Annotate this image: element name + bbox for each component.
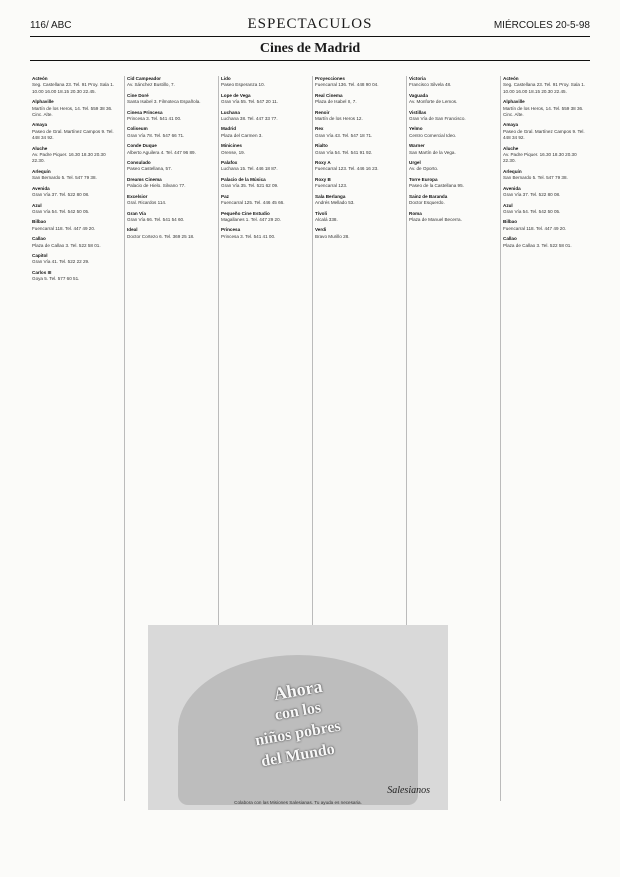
cinema-name: Conde Duque xyxy=(127,143,157,149)
cinema-name: Arlequín xyxy=(503,168,522,174)
cinema-details: Gran Vía 43. Tel. 547 18 71. xyxy=(315,132,373,138)
cinema-details: Paseo de la Castellana 95. xyxy=(409,183,464,189)
cinema-details: Paseo Esperanza 10. xyxy=(221,82,265,88)
cinema-name: Alphaville xyxy=(503,99,525,105)
cinema-name: Carlos III xyxy=(32,269,52,275)
cinema-name: Ideal xyxy=(127,227,138,233)
cinema-entry xyxy=(30,253,118,266)
cinema-details: San Martín de la Vega. xyxy=(409,149,456,155)
cinema-entry xyxy=(30,169,118,182)
cinema-name: Vaguada xyxy=(409,92,428,98)
cinema-entry xyxy=(219,93,307,106)
cinema-name: Vistillas xyxy=(409,109,427,115)
cinema-name: Amaya xyxy=(32,122,48,128)
cinema-details: Seg. Castellana 23. Tel. 91 Proy. Sala 1. 10.00 16.00 18.15 20.30 22.45. xyxy=(503,82,586,94)
cinema-details: Andrés Mellado 53. xyxy=(315,200,355,206)
cinema-entry xyxy=(30,203,118,216)
cinema-entry xyxy=(501,169,589,182)
cinema-name: Sala Berlanga xyxy=(315,193,346,199)
cinema-name: Roxy B xyxy=(315,176,331,182)
cinema-details: Fuencarral 123. xyxy=(315,183,348,189)
cinema-entry xyxy=(125,93,213,106)
cinema-entry xyxy=(313,93,401,106)
cinema-name: Sainz de Baranda xyxy=(409,193,448,199)
cinema-entry xyxy=(30,236,118,249)
cinema-entry xyxy=(219,227,307,240)
cinema-details: Paseo de Gral. Martínez Campos 9. Tel. 448 34 92. xyxy=(32,128,114,141)
cinema-details: San Bernardo 5. Tel. 547 79 38. xyxy=(503,175,568,181)
cinema-entry xyxy=(125,211,213,224)
cinema-details: Gran Vía de San Francisco. xyxy=(409,116,466,122)
cinema-name: Verdi xyxy=(315,227,327,233)
ad-slogan-line-4: del Mundo xyxy=(259,740,336,771)
cinema-details: Martín de los Heros 12. xyxy=(315,116,363,122)
cinema-entry xyxy=(313,211,401,224)
cinema-name: Luchana xyxy=(221,109,240,115)
cinema-name: Azul xyxy=(32,202,42,208)
cinema-entry xyxy=(219,110,307,123)
cinema-name: Cid Campeador xyxy=(127,76,161,81)
cinema-name: Real Cinema xyxy=(315,92,343,98)
page-label: 116/ ABC xyxy=(30,20,72,31)
cinema-entry xyxy=(30,76,118,95)
cinema-details: Plaza del Carmen 3. xyxy=(221,132,263,138)
cinema-details: Plaza de Callao 3. Tel. 522 58 01. xyxy=(503,242,572,248)
cinema-entry xyxy=(125,227,213,240)
cinema-details: Gran Vía 54. Tel. 542 50 05. xyxy=(32,208,90,214)
cinema-name: Bilbao xyxy=(503,219,518,225)
cinema-entry xyxy=(219,126,307,139)
cinema-name: Aluche xyxy=(503,145,519,151)
ad-slogan-line-3: niños pobres xyxy=(253,717,342,750)
cinema-details: Doctor Esquerdo. xyxy=(409,200,445,206)
cinema-entry xyxy=(30,146,118,165)
cinema-entry xyxy=(501,219,589,232)
section-title: ESPECTACULOS xyxy=(247,16,373,32)
cinema-entry xyxy=(313,227,401,240)
cinema-details: Fuencarral 118. Tel. 447 49 20. xyxy=(503,225,567,231)
cinema-entry xyxy=(219,76,307,89)
cinema-entry xyxy=(407,126,495,139)
cinema-name: Lido xyxy=(221,76,231,81)
cinema-name: Avenida xyxy=(32,185,50,191)
cinema-name: Princesa xyxy=(221,227,241,233)
cinema-entry xyxy=(313,143,401,156)
cinema-name: Cinesa Princesa xyxy=(127,109,163,115)
cinema-entry xyxy=(30,186,118,199)
cinema-details: Av. Padre Piquer. 16.30 18.30 20.30 22.30. xyxy=(32,152,106,164)
subsection-rule xyxy=(30,60,590,61)
cinema-entry xyxy=(407,194,495,207)
cinema-entry xyxy=(313,160,401,173)
cinema-name: Roxy A xyxy=(315,160,331,166)
cinema-details: Orense, 19. xyxy=(221,149,246,155)
cinema-name: Tívoli xyxy=(315,210,327,216)
cinema-name: Minicines xyxy=(221,143,242,149)
cinema-name: Warner xyxy=(409,143,425,149)
cinema-name: Acteón xyxy=(503,76,519,81)
cinema-entry xyxy=(501,146,589,165)
cinema-name: Azul xyxy=(503,202,513,208)
cinema-entry xyxy=(125,110,213,123)
cinema-details: Luchana 15. Tel. 446 18 87. xyxy=(221,166,278,172)
cinema-details: San Bernardo 5. Tel. 547 79 38. xyxy=(32,175,97,181)
cinema-name: Acteón xyxy=(32,76,48,81)
cinema-details: Magallanes 1. Tel. 447 29 20. xyxy=(221,216,281,222)
cinema-details: Palacio de Hielo. Silvano 77. xyxy=(127,183,186,189)
listing-column-1 xyxy=(30,76,118,801)
ad-caption: Colabora con las Misiones Salesianas. Tu ayuda es necesaria. xyxy=(234,800,362,805)
cinema-details: Alcalá 338. xyxy=(315,216,338,222)
cinema-entry xyxy=(407,177,495,190)
cinema-name: Palafox xyxy=(221,160,238,166)
cinema-name: Dreams Cinema xyxy=(127,176,162,182)
cinema-details: Fuencarral 118. Tel. 447 49 20. xyxy=(32,225,96,231)
cinema-details: Av. Monforte de Lemos. xyxy=(409,99,458,105)
cinema-entry xyxy=(407,110,495,123)
cinema-name: Gran Vía xyxy=(127,210,146,216)
cinema-details: Plaza de Callao 3. Tel. 522 58 01. xyxy=(32,242,101,248)
cinema-name: Rialto xyxy=(315,143,328,149)
cinema-details: Fuencarral 136. Tel. 448 90 04. xyxy=(315,82,379,88)
cinema-details: Princesa 3. Tel. 541 41 00. xyxy=(127,116,182,122)
cinema-name: Torre Europa xyxy=(409,176,438,182)
listing-column-6 xyxy=(500,76,589,801)
cinema-details: Princesa 3. Tel. 541 41 00. xyxy=(221,233,276,239)
cinema-entry xyxy=(313,126,401,139)
cinema-entry xyxy=(219,143,307,156)
cinema-details: Gran Vía 55. Tel. 547 20 11. xyxy=(221,99,279,105)
cinema-name: Callao xyxy=(503,236,517,242)
cinema-entry xyxy=(30,270,118,283)
cinema-name: Palacio de la Música xyxy=(221,176,266,182)
cinema-entry xyxy=(313,194,401,207)
cinema-details: Alberto Aguilera 4. Tel. 447 96 89. xyxy=(127,149,196,155)
cinema-details: Gran Vía 37. Tel. 522 80 08. xyxy=(503,192,561,198)
cinema-entry xyxy=(313,177,401,190)
cinema-name: Victoria xyxy=(409,76,426,81)
cinema-entry xyxy=(219,160,307,173)
cinema-details: Gral. Ricardos 114. xyxy=(127,200,167,206)
cinema-details: Goya 5. Tel. 577 60 51. xyxy=(32,276,80,282)
cinema-name: Arlequín xyxy=(32,168,51,174)
cinema-details: Av. Padre Piquer. 16.30 18.30 20.30 22.30. xyxy=(503,152,577,164)
cinema-name: Consulado xyxy=(127,160,151,166)
cinema-details: Paseo Castellana, 57. xyxy=(127,166,172,172)
cinema-details: Francisco Silvela 48. xyxy=(409,82,452,88)
cinema-name: Urgel xyxy=(409,160,421,166)
cinema-entry xyxy=(125,143,213,156)
cinema-entry xyxy=(313,76,401,89)
cinema-details: Centro Comercial Ideo. xyxy=(409,132,457,138)
cinema-entry xyxy=(501,203,589,216)
cinema-name: Avenida xyxy=(503,185,521,191)
cinema-details: Gran Vía 78. Tel. 547 66 71. xyxy=(127,132,185,138)
cinema-details: Av. Sánchez Bustillo, 7. xyxy=(127,82,175,88)
cinema-name: Roma xyxy=(409,210,422,216)
cinema-entry xyxy=(30,99,118,118)
ad-slogan-line-1: Ahora xyxy=(272,675,324,705)
cinema-details: Martín de los Heros, 14. Tel. 559 38 36. Cinc. Alte. xyxy=(503,105,584,118)
cinema-details: Doctor Cortezo 6. Tel. 369 25 18. xyxy=(127,233,195,239)
cinema-entry xyxy=(407,160,495,173)
cinema-entry xyxy=(501,99,589,118)
cinema-details: Luchana 38. Tel. 447 33 77. xyxy=(221,116,278,122)
cinema-details: Martín de los Heros, 14. Tel. 559 38 36. Cinc. Alte. xyxy=(32,105,113,118)
cinema-name: Cine Doré xyxy=(127,92,149,98)
cinema-details: Fuencarral 125. Tel. 446 45 66. xyxy=(221,200,285,206)
cinema-entry xyxy=(30,219,118,232)
cinema-entry xyxy=(407,76,495,89)
cinema-details: Gran Vía 54. Tel. 542 50 05. xyxy=(503,208,561,214)
ad-slogan-line-2: con los xyxy=(273,699,323,724)
cinema-name: Callao xyxy=(32,236,46,242)
cinema-entry xyxy=(125,194,213,207)
cinema-entry xyxy=(125,76,213,89)
cinema-name: Lope de Vega xyxy=(221,92,251,98)
cinema-entry xyxy=(219,194,307,207)
cinema-entry xyxy=(30,122,118,141)
cinema-entry xyxy=(407,93,495,106)
cinema-details: Plaza de Isabel II, 7. xyxy=(315,99,357,105)
cinema-details: Bravo Murillo 28. xyxy=(315,233,350,239)
cinema-name: Rex xyxy=(315,126,324,132)
cinema-details: Av. de Oporto. xyxy=(409,166,439,172)
subsection-title: Cines de Madrid xyxy=(259,41,361,56)
cinema-name: Madrid xyxy=(221,126,237,132)
cinema-name: Proyecciones xyxy=(315,76,345,81)
cinema-entry xyxy=(501,186,589,199)
advertisement xyxy=(148,625,448,810)
cinema-entry xyxy=(125,160,213,173)
ad-signature: Salesianos xyxy=(387,785,430,796)
header-rule xyxy=(30,36,590,37)
cinema-name: Alphaville xyxy=(32,99,54,105)
cinema-details: Fuencarral 123. Tel. 446 16 23. xyxy=(315,166,379,172)
cinema-entry xyxy=(219,211,307,224)
cinema-entry xyxy=(501,122,589,141)
cinema-details: Plaza de Manuel Becerra. xyxy=(409,216,462,222)
cinema-details: Gran Vía 37. Tel. 522 80 08. xyxy=(32,192,90,198)
cinema-name: Excelsior xyxy=(127,193,148,199)
cinema-entry xyxy=(125,126,213,139)
cinema-entry xyxy=(125,177,213,190)
cinema-name: Capitol xyxy=(32,252,48,258)
cinema-entry xyxy=(219,177,307,190)
issue-date: MIÉRCOLES 20-5-98 xyxy=(493,20,590,31)
cinema-details: Paseo de Gral. Martínez Campos 9. Tel. 448 34 92. xyxy=(503,128,585,141)
cinema-details: Seg. Castellana 23. Tel. 91 Proy. Sala 1. 10.00 16.00 18.15 20.30 22.45. xyxy=(32,82,115,94)
cinema-name: Aluche xyxy=(32,145,48,151)
cinema-name: Renoir xyxy=(315,109,330,115)
cinema-entry xyxy=(407,143,495,156)
cinema-name: Pequeño Cine Estudio xyxy=(221,210,270,216)
cinema-name: Coliseum xyxy=(127,126,148,132)
cinema-details: Gran Vía 35. Tel. 521 62 09. xyxy=(221,183,279,189)
page-header xyxy=(30,16,590,36)
cinema-name: Paz xyxy=(221,193,229,199)
cinema-details: Gran Vía 66. Tel. 541 54 60. xyxy=(127,216,185,222)
cinema-details: Gran Vía 41. Tel. 522 22 29. xyxy=(32,259,90,265)
cinema-name: Yelmo xyxy=(409,126,423,132)
cinema-entry xyxy=(501,76,589,95)
cinema-details: Gran Vía 54. Tel. 541 91 92. xyxy=(315,149,373,155)
cinema-entry xyxy=(313,110,401,123)
cinema-entry xyxy=(501,236,589,249)
cinema-entry xyxy=(407,211,495,224)
cinema-details: Santa Isabel 3. Filmoteca Española. xyxy=(127,99,201,105)
cinema-name: Amaya xyxy=(503,122,519,128)
cinema-name: Bilbao xyxy=(32,219,47,225)
